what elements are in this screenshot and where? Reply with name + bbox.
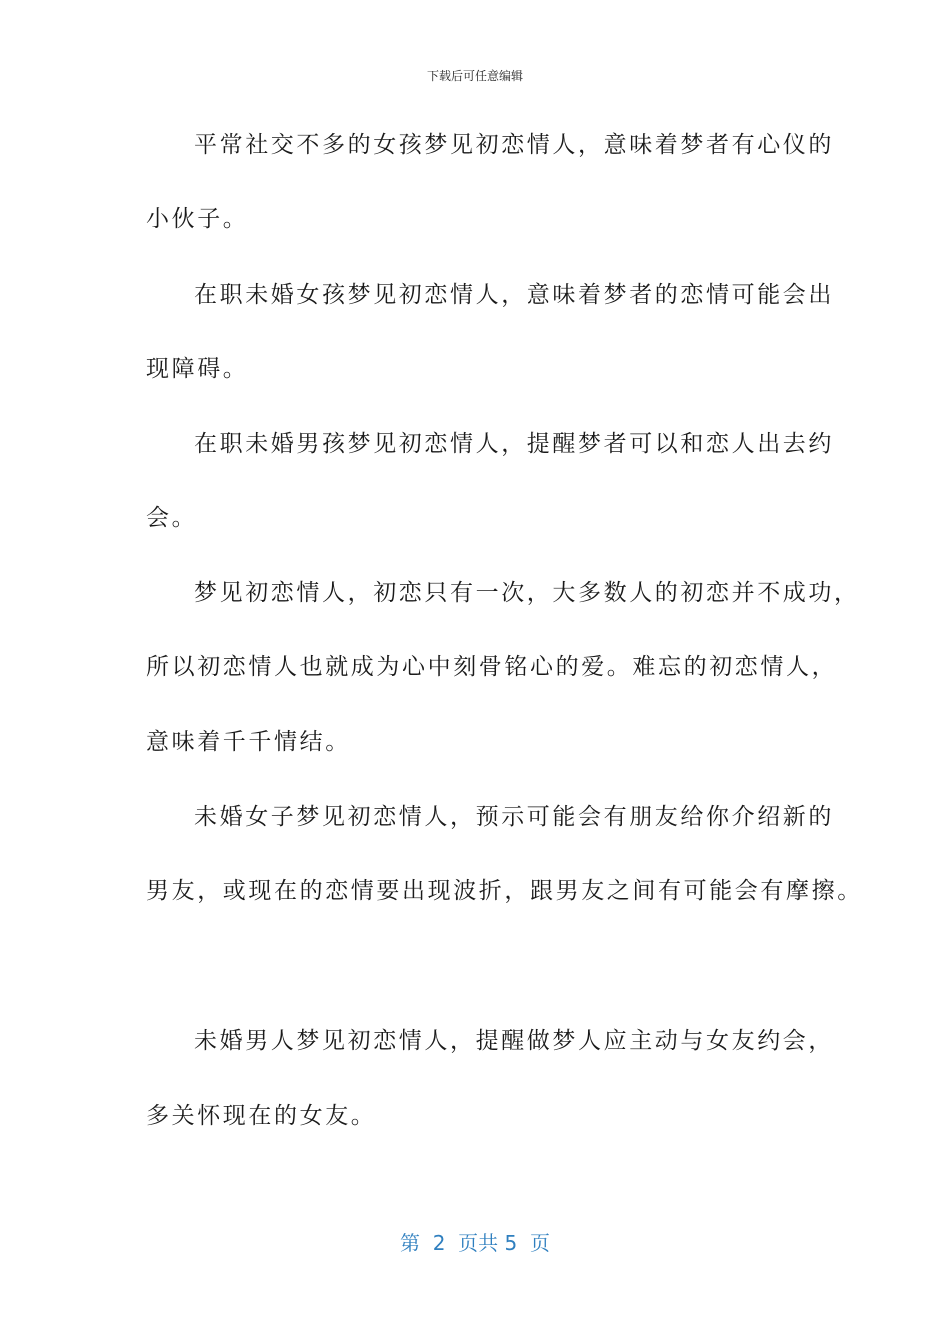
paragraph-1-line-2: 小伙子。 <box>146 206 249 232</box>
paragraph-4-line-2: 所以初恋情人也就成为心中刻骨铭心的爱。难忘的初恋情人， <box>146 654 838 680</box>
paragraph-3-line-1: 在职未婚男孩梦见初恋情人，提醒梦者可以和恋人出去约 <box>194 431 834 457</box>
paragraph-6-line-2: 多关怀现在的女友。 <box>146 1103 377 1129</box>
paragraph-2-line-2: 现障碍。 <box>146 356 249 382</box>
paragraph-6-line-1: 未婚男人梦见初恋情人，提醒做梦人应主动与女友约会， <box>194 1028 834 1054</box>
paragraph-1-line-1: 平常社交不多的女孩梦见初恋情人，意味着梦者有心仪的 <box>194 132 834 158</box>
paragraph-3-line-2: 会。 <box>146 505 198 531</box>
paragraph-5-line-2: 男友，或现在的恋情要出现波折，跟男友之间有可能会有摩擦。 <box>146 878 863 904</box>
paragraph-4-line-3: 意味着千千情结。 <box>146 729 351 755</box>
paragraph-5-line-1: 未婚女子梦见初恋情人，预示可能会有朋友给你介绍新的 <box>194 804 834 830</box>
page-number-footer: 第 2 页共 5 页 <box>400 1231 550 1255</box>
paragraph-2-line-1: 在职未婚女孩梦见初恋情人，意味着梦者的恋情可能会出 <box>194 282 834 308</box>
paragraph-4-line-1: 梦见初恋情人，初恋只有一次，大多数人的初恋并不成功， <box>194 580 860 606</box>
page-header: 下载后可任意编辑 <box>426 69 523 83</box>
